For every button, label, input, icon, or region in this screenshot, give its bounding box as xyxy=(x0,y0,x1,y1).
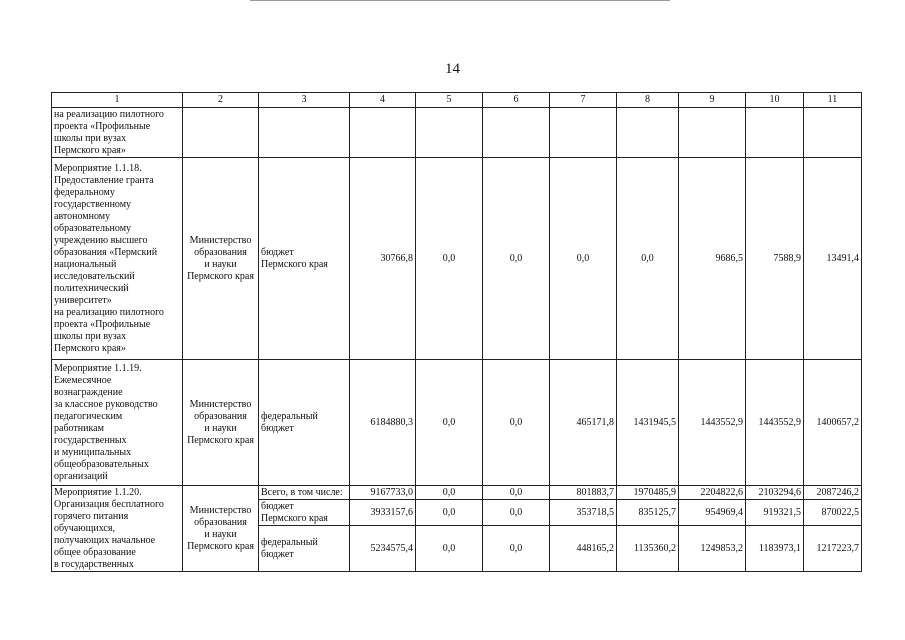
value-cell: 1443552,9 xyxy=(746,360,804,486)
value-cell: 2204822,6 xyxy=(679,486,746,500)
value-cell: 6184880,3 xyxy=(350,360,416,486)
value-cell: 2087246,2 xyxy=(804,486,862,500)
value-cell xyxy=(617,108,679,158)
value-cell: 465171,8 xyxy=(550,360,617,486)
value-cell: 5234575,4 xyxy=(350,526,416,572)
value-cell: 1183973,1 xyxy=(746,526,804,572)
measure-description: Мероприятие 1.1.20. Организация бесплатного горячего питания обучающихся, получающих начальное общее образование в государственных xyxy=(52,486,183,572)
table-row xyxy=(52,360,862,486)
value-cell: 0,0 xyxy=(483,500,550,526)
value-cell xyxy=(804,108,862,158)
header-cell: 2 xyxy=(183,93,259,108)
value-cell: 0,0 xyxy=(416,500,483,526)
value-cell: 0,0 xyxy=(416,360,483,486)
value-cell: 835125,7 xyxy=(617,500,679,526)
value-cell: 919321,5 xyxy=(746,500,804,526)
header-cell: 11 xyxy=(804,93,862,108)
value-cell: 1135360,2 xyxy=(617,526,679,572)
value-cell: 0,0 xyxy=(483,158,550,360)
table-row xyxy=(52,158,862,360)
value-cell: 7588,9 xyxy=(746,158,804,360)
page-top-rule xyxy=(250,0,670,1)
value-cell: 1443552,9 xyxy=(679,360,746,486)
value-cell xyxy=(483,108,550,158)
header-cell: 7 xyxy=(550,93,617,108)
value-cell xyxy=(416,108,483,158)
executor-cell xyxy=(183,108,259,158)
value-cell: 3933157,6 xyxy=(350,500,416,526)
table-row xyxy=(52,108,862,158)
executor-cell: Министерство образования и науки Пермского края xyxy=(183,360,259,486)
value-cell: 1217223,7 xyxy=(804,526,862,572)
value-cell: 1970485,9 xyxy=(617,486,679,500)
value-cell: 0,0 xyxy=(416,486,483,500)
value-cell: 13491,4 xyxy=(804,158,862,360)
funding-source-cell: федеральный бюджет xyxy=(259,360,350,486)
value-cell: 0,0 xyxy=(483,360,550,486)
value-cell: 1400657,2 xyxy=(804,360,862,486)
value-cell xyxy=(350,108,416,158)
value-cell: 0,0 xyxy=(483,526,550,572)
value-cell: 1249853,2 xyxy=(679,526,746,572)
value-cell: 1431945,5 xyxy=(617,360,679,486)
value-cell: 0,0 xyxy=(483,486,550,500)
value-cell: 9686,5 xyxy=(679,158,746,360)
funding-source-cell: бюджет Пермского края xyxy=(259,158,350,360)
value-cell: 2103294,6 xyxy=(746,486,804,500)
header-row xyxy=(52,93,862,108)
table-row xyxy=(52,486,862,500)
value-cell: 0,0 xyxy=(550,158,617,360)
value-cell: 30766,8 xyxy=(350,158,416,360)
value-cell: 9167733,0 xyxy=(350,486,416,500)
funding-source-cell: федеральный бюджет xyxy=(259,526,350,572)
value-cell xyxy=(679,108,746,158)
page-number: 14 xyxy=(445,61,460,77)
value-cell: 954969,4 xyxy=(679,500,746,526)
header-cell: 1 xyxy=(52,93,183,108)
budget-table xyxy=(51,92,862,572)
header-cell: 3 xyxy=(259,93,350,108)
measure-description: на реализацию пилотного проекта «Профильные школы при вузах Пермского края» xyxy=(52,108,183,158)
measure-description: Мероприятие 1.1.19. Ежемесячное вознаграждение за классное руководство педагогическим работникам государственных и муниципальных общеобразовательных организаций xyxy=(52,360,183,486)
value-cell: 0,0 xyxy=(416,526,483,572)
header-cell: 5 xyxy=(416,93,483,108)
executor-cell: Министерство образования и науки Пермского края xyxy=(183,486,259,572)
value-cell: 0,0 xyxy=(416,158,483,360)
header-cell: 9 xyxy=(679,93,746,108)
value-cell: 801883,7 xyxy=(550,486,617,500)
header-cell: 8 xyxy=(617,93,679,108)
value-cell: 353718,5 xyxy=(550,500,617,526)
funding-source-cell xyxy=(259,108,350,158)
measure-description: Мероприятие 1.1.18. Предоставление гранта федеральному государственному автономному образовательному учреждению высшего образования «Пермский национальный исследовательский политехнический университет» на реализацию пилотного проекта «Профильные школы при вузах Пермского края» xyxy=(52,158,183,360)
executor-cell: Министерство образования и науки Пермского края xyxy=(183,158,259,360)
value-cell xyxy=(746,108,804,158)
value-cell: 0,0 xyxy=(617,158,679,360)
value-cell: 448165,2 xyxy=(550,526,617,572)
value-cell xyxy=(550,108,617,158)
header-cell: 6 xyxy=(483,93,550,108)
header-cell: 4 xyxy=(350,93,416,108)
header-cell: 10 xyxy=(746,93,804,108)
value-cell: 870022,5 xyxy=(804,500,862,526)
funding-source-cell: Всего, в том числе: xyxy=(259,486,350,500)
funding-source-cell: бюджет Пермского края xyxy=(259,500,350,526)
